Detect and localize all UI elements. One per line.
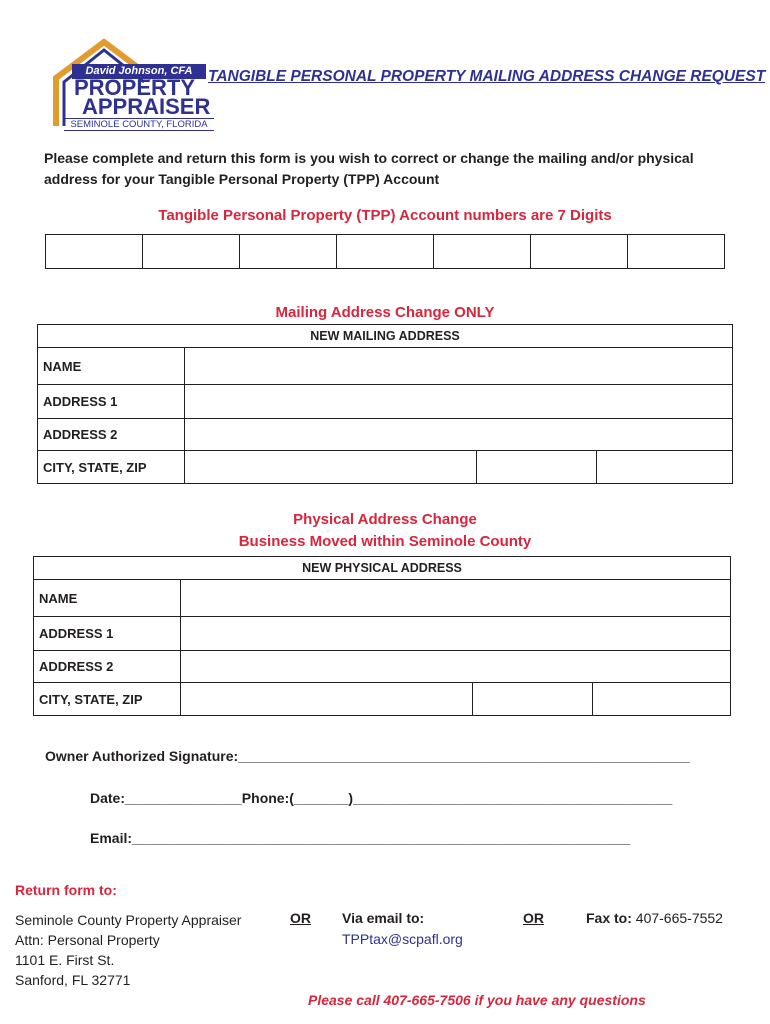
physical-state-field[interactable] [473, 683, 593, 716]
digit-box[interactable] [46, 235, 143, 268]
date-phone-line[interactable]: Date:_______________Phone:(_______)_________________________________________ [90, 790, 673, 806]
physical-address1-label: ADDRESS 1 [34, 617, 181, 651]
physical-city-field[interactable] [181, 683, 473, 716]
or-separator: OR [523, 910, 544, 926]
digit-box[interactable] [240, 235, 337, 268]
mailing-heading: Mailing Address Change ONLY [275, 304, 495, 321]
return-email-link[interactable]: TPPtax@scpafl.org [342, 931, 463, 947]
physical-heading-1: Physical Address Change [293, 511, 477, 528]
mailing-address2-label: ADDRESS 2 [38, 419, 185, 451]
tpp-account-number-boxes[interactable] [45, 234, 725, 269]
logo-line1: PROPERTY [74, 75, 196, 100]
or-separator: OR [290, 910, 311, 926]
return-address [15, 910, 241, 990]
physical-name-label: NAME [34, 580, 181, 617]
digit-box[interactable] [337, 235, 434, 268]
logo-line2: APPRAISER [82, 94, 211, 119]
return-heading: Return form to: [15, 882, 117, 898]
physical-heading-2: Business Moved within Seminole County [238, 533, 532, 550]
email-line[interactable]: Email:________________________________________________________________ [90, 830, 631, 846]
physical-city-label: CITY, STATE, ZIP [34, 683, 181, 716]
return-address-line: Attn: Personal Property [15, 932, 160, 948]
mailing-city-field[interactable] [185, 451, 477, 484]
physical-zip-field[interactable] [593, 683, 731, 716]
mailing-table-header: NEW MAILING ADDRESS [38, 325, 733, 348]
digit-box[interactable] [628, 235, 724, 268]
mailing-city-label: CITY, STATE, ZIP [38, 451, 185, 484]
fax-label: Fax to: [586, 910, 632, 926]
form-title: TANGIBLE PERSONAL PROPERTY MAILING ADDRESS CHANGE REQUEST [208, 68, 766, 85]
mailing-name-label: NAME [38, 348, 185, 385]
physical-address2-label: ADDRESS 2 [34, 651, 181, 683]
return-address-line: 1101 E. First St. [15, 952, 115, 968]
digit-box[interactable] [434, 235, 531, 268]
fax-number: 407-665-7552 [635, 910, 723, 926]
mailing-zip-field[interactable] [597, 451, 733, 484]
physical-address2-field[interactable] [181, 651, 731, 683]
intro-text: Please complete and return this form is you wish to correct or change the mailing and/or physical address for your Tangible Personal Property (TPP) Account [44, 150, 694, 187]
logo-county: SEMINOLE COUNTY, FLORIDA [64, 118, 214, 131]
fax-info [586, 910, 723, 926]
property-appraiser-logo [52, 38, 220, 134]
tpp-heading: Tangible Personal Property (TPP) Account numbers are 7 Digits [158, 207, 612, 224]
mailing-address1-label: ADDRESS 1 [38, 385, 185, 419]
physical-name-field[interactable] [181, 580, 731, 617]
return-address-line: Seminole County Property Appraiser [15, 912, 242, 928]
mailing-address-table [37, 324, 733, 484]
mailing-name-field[interactable] [185, 348, 733, 385]
call-note: Please call 407-665-7506 if you have any questions [308, 992, 646, 1008]
physical-table-header: NEW PHYSICAL ADDRESS [34, 557, 731, 580]
mailing-state-field[interactable] [477, 451, 597, 484]
digit-box[interactable] [143, 235, 240, 268]
physical-address-table [33, 556, 731, 716]
return-address-line: Sanford, FL 32771 [15, 972, 131, 988]
mailing-address1-field[interactable] [185, 385, 733, 419]
owner-signature-line[interactable]: Owner Authorized Signature:__________________________________________________________ [45, 748, 690, 764]
mailing-address2-field[interactable] [185, 419, 733, 451]
logo-name: David Johnson, CFA [72, 64, 206, 79]
via-email-label: Via email to: [342, 910, 425, 926]
digit-box[interactable] [531, 235, 628, 268]
physical-address1-field[interactable] [181, 617, 731, 651]
